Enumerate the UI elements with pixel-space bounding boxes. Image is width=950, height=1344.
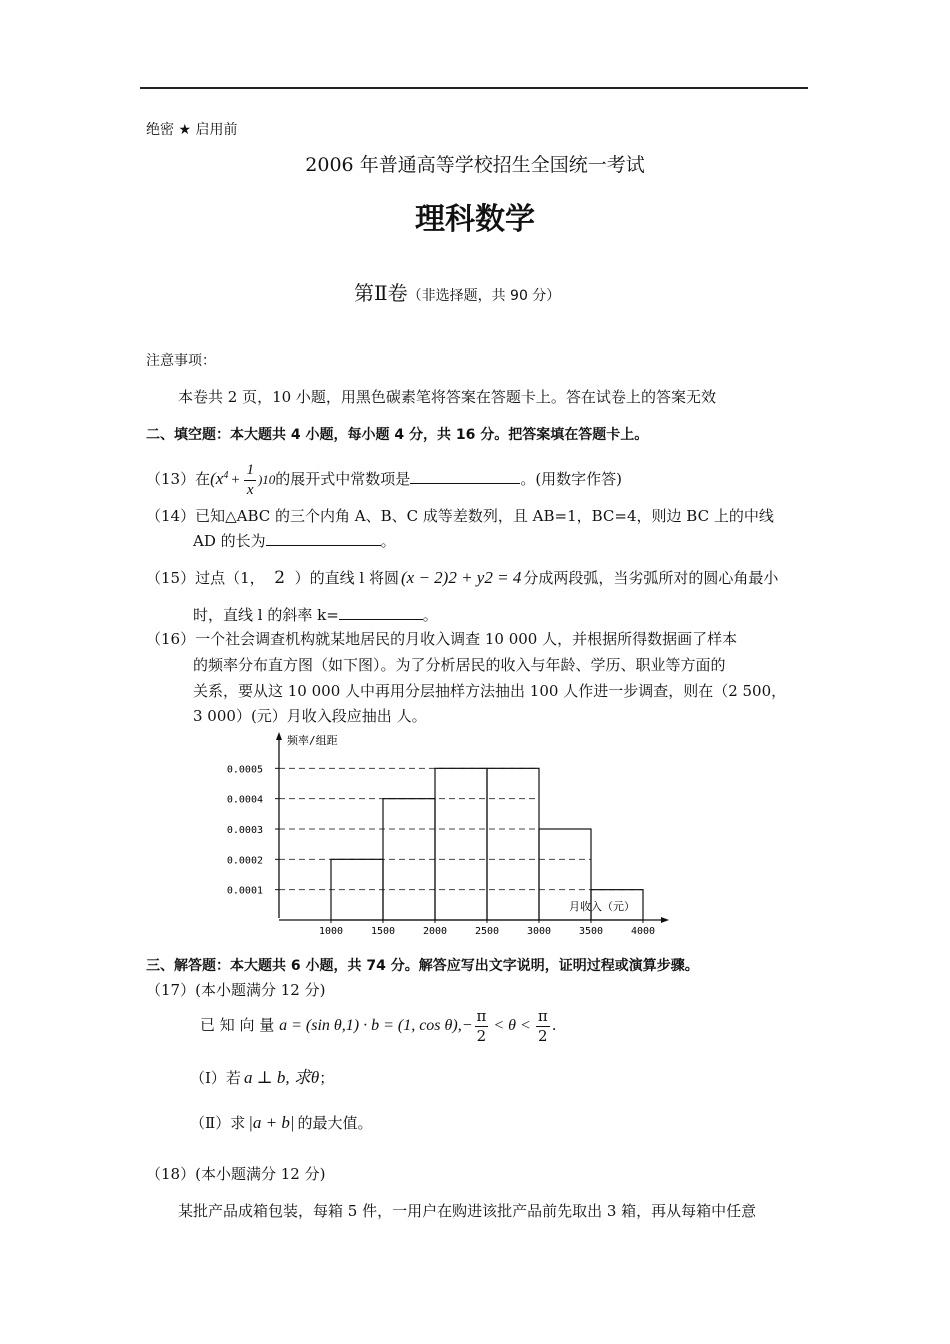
- q13-tail: 。(用数字作答): [520, 470, 623, 488]
- x-tick-label: 1000: [318, 926, 344, 937]
- x-tick-label: 2500: [474, 926, 500, 937]
- q15-line2-pre: 时，直线 l 的斜率 k=: [193, 606, 339, 624]
- notice-heading: 注意事项：: [146, 353, 216, 369]
- q15-number: （15）: [146, 569, 196, 587]
- question-18-header: [146, 1163, 325, 1184]
- q14-line2-tail: 。: [380, 532, 396, 550]
- x-axis-arrow-icon: [661, 917, 669, 923]
- x-axis-label: 月收入（元）: [569, 900, 635, 913]
- q13-plus: +: [230, 472, 241, 488]
- q13-pre: 在: [195, 470, 211, 488]
- q13-exp10: )10: [257, 472, 276, 487]
- q16-number: （16）: [146, 630, 196, 648]
- y-tick-label: 0.0005: [226, 764, 263, 776]
- q13-fraction: [244, 463, 256, 498]
- q13-post: 的展开式中常数项是: [275, 470, 411, 488]
- q17-part1-expr: a ⊥ b, 求θ: [243, 1068, 320, 1087]
- section3-heading: 三、解答题：本大题共 6 小题，共 74 分。解答应写出文字说明，证明过程或演算步骤。: [146, 958, 699, 974]
- x-tick-label: 4000: [630, 926, 656, 937]
- exam-title: 2006 年普通高等学校招生全国统一考试: [305, 154, 645, 176]
- histogram-bar: [331, 859, 383, 920]
- q17-part1-tail: ；: [319, 1069, 335, 1087]
- q17-inequality: < θ <: [493, 1017, 531, 1034]
- q15-answer-blank[interactable]: [339, 605, 423, 620]
- histogram-bar: [487, 768, 539, 920]
- q16-line2: 的频率分布直方图（如下图）。为了分析居民的收入与年龄、学历、职业等方面的: [193, 656, 726, 674]
- q17-score: (本小题满分 12 分): [195, 981, 326, 999]
- q13-number: （13）: [146, 470, 196, 488]
- q17-part1: [190, 1063, 334, 1088]
- q15-line2-tail: 。: [422, 606, 438, 624]
- y-tick-label: 0.0001: [226, 885, 263, 897]
- question-17-header: [146, 979, 325, 1000]
- q13-answer-blank[interactable]: [410, 469, 520, 484]
- top-rule: [140, 87, 808, 89]
- y-axis-arrow-icon: [276, 732, 282, 740]
- q14-answer-blank[interactable]: [266, 531, 381, 546]
- question-15-line1: [146, 567, 778, 588]
- q15-line1-a: 过点（1，: [195, 569, 265, 587]
- q17-frac2-num: π: [537, 1006, 548, 1025]
- volume-label: 第Ⅱ卷: [354, 281, 408, 305]
- histogram-bar: [435, 768, 487, 920]
- question-14-line1: [146, 505, 774, 526]
- x-tick-label: 1500: [370, 926, 396, 937]
- q17-period: .: [551, 1016, 557, 1034]
- x-tick-label: 3000: [526, 926, 552, 937]
- y-tick-label: 0.0004: [226, 794, 263, 806]
- question-15-line2: [193, 604, 438, 625]
- histogram-figure: [181, 698, 673, 941]
- q16-line3: 关系，要从这 10 000 人中再用分层抽样方法抽出 100 人作进一步调查，则在（2 500，: [193, 682, 787, 700]
- q13-expr-open: (x: [210, 469, 224, 488]
- question-16-line1: [146, 628, 737, 649]
- q15-line1-d: 分成两段弧，当劣弧所对的圆心角最小: [523, 569, 779, 587]
- q17-given-expr: a = (sin θ,1) · b = (1, cos θ),−: [279, 1017, 473, 1034]
- q15-line1-c: ）的直线 l 将圆: [294, 569, 399, 587]
- secret-mark: 绝密 ★ 启用前: [146, 122, 238, 138]
- q17-frac2-den: 2: [537, 1026, 548, 1045]
- question-14-line2: [193, 530, 396, 551]
- q14-line1: 已知△ABC 的三个内角 A、B、C 成等差数列，且 AB=1，BC=4，则边 BC 上的中线: [195, 507, 774, 525]
- q17-given: [200, 1005, 556, 1045]
- q17-part2: [190, 1112, 373, 1133]
- q16-line4: 3 000）(元）月收入段应抽出 人。: [193, 707, 427, 725]
- q18-number: （18）: [146, 1165, 196, 1183]
- x-tick-label: 3500: [578, 926, 604, 937]
- q18-line1: 某批产品成箱包装，每箱 5 件，一用户在购进该批产品前先取出 3 箱，再从每箱中任意: [178, 1202, 757, 1220]
- q13-frac-den: x: [246, 481, 254, 498]
- x-tick-label: 2000: [422, 926, 448, 937]
- q13-frac-num: 1: [244, 463, 256, 481]
- y-tick-label: 0.0003: [226, 825, 263, 836]
- q15-circle-eq: (x − 2)2 + y2 = 4: [400, 568, 522, 587]
- volume-title: [354, 277, 560, 306]
- volume-note: （非选择题，共 90 分）: [407, 288, 561, 304]
- section2-heading: 二、填空题：本大题共 4 小题，每小题 4 分，共 16 分。把答案填在答题卡上。: [146, 427, 649, 443]
- q17-frac1-num: π: [476, 1006, 487, 1025]
- q15-line1-b: 2: [274, 568, 286, 588]
- q17-part2-label: （Ⅱ）求: [190, 1114, 246, 1132]
- q14-number: （14）: [146, 507, 196, 525]
- subject-title: 理科数学: [415, 202, 535, 237]
- q17-given-pre: 已 知 向 量: [200, 1016, 275, 1034]
- histogram-chart: [181, 698, 673, 941]
- q17-frac-neg-pi-2: [475, 1006, 489, 1045]
- q17-part2-tail: 的最大值。: [297, 1114, 373, 1132]
- q16-line1: 一个社会调查机构就某地居民的月收入调查 10 000 人，并根据所得数据画了样本: [195, 630, 738, 648]
- y-tick-label: 0.0002: [226, 855, 263, 867]
- y-axis-label: 频率/组距: [287, 734, 338, 747]
- notice-text: 本卷共 2 页，10 小题，用黑色碳素笔将答案在答题卡上。答在试卷上的答案无效: [178, 388, 716, 406]
- q18-score: (本小题满分 12 分): [195, 1165, 326, 1183]
- q13-exp4: 4: [223, 470, 229, 481]
- q14-line2-pre: AD 的长为: [193, 532, 266, 550]
- q17-part1-label: （Ⅰ）若: [190, 1069, 241, 1087]
- q17-frac1-den: 2: [476, 1026, 487, 1045]
- q17-part2-expr: |a + b|: [248, 1113, 295, 1132]
- q17-number: （17）: [146, 981, 196, 999]
- question-13: [146, 452, 622, 500]
- q17-frac-pi-2: [536, 1006, 550, 1045]
